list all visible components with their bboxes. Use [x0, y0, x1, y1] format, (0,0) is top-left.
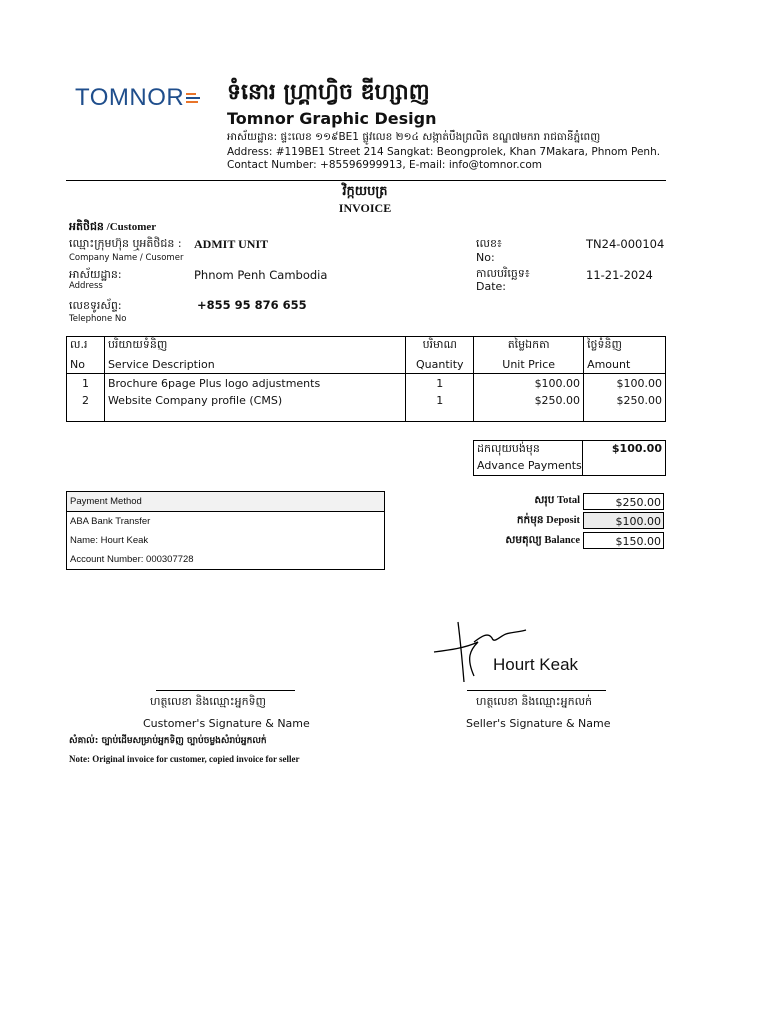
customer-signature-label-km: ហត្ថលេខា និងឈ្មោះអ្នកទិញ: [150, 695, 267, 708]
seller-signature-icon: [430, 618, 540, 688]
payment-method-header: Payment Method: [67, 492, 384, 512]
total-label: សរុប Total: [534, 495, 580, 506]
row-unit-price: $250.00: [474, 393, 584, 422]
customer-address-value: Phnom Penh Cambodia: [194, 268, 328, 282]
invoice-date-value: 11-21-2024: [586, 268, 653, 282]
company-address-km: អាស័យដ្ឋាន: ផ្ទះលេខ ១១៩BE1 ផ្លូវលេខ ២១៤ សង្កាត់បឹងព្រលិត ខណ្ឌ៧មករា រាជធានីភ្នំពេញ: [227, 131, 601, 143]
deposit-label: កក់មុន Deposit: [516, 515, 580, 526]
payment-method-box: [66, 491, 385, 570]
payment-bank: ABA Bank Transfer: [70, 516, 151, 527]
note-km: សំគាល់: ច្បាប់ដើមសម្រាប់អ្នកទិញ ច្បាប់ចម្លងសំរាប់អ្នកលក់: [69, 736, 267, 746]
row-qty: 1: [406, 374, 474, 394]
advance-payment-box: [473, 440, 666, 476]
seller-signature-line: [467, 690, 606, 691]
header-unit-en: Unit Price: [474, 355, 584, 374]
seller-signed-name: Hourt Keak: [493, 655, 579, 674]
table-row: [67, 393, 666, 422]
items-table: [66, 336, 666, 422]
row-amount: $250.00: [584, 393, 666, 422]
advance-value: $100.00: [611, 442, 662, 455]
row-desc: Website Company profile (CMS): [104, 393, 405, 422]
company-contact: Contact Number: +85596999913, E-mail: info@tomnor.com: [227, 159, 542, 171]
header-no-km: ល.រ: [67, 337, 105, 356]
row-unit-price: $100.00: [474, 374, 584, 394]
seller-signature-label-en: Seller's Signature & Name: [466, 717, 611, 730]
deposit-value: $100.00: [583, 512, 664, 529]
logo-text: TOMNOR: [75, 84, 185, 111]
invoice-no-label-en: No:: [476, 251, 495, 264]
company-name-en: Tomnor Graphic Design: [227, 109, 437, 128]
header-desc-km: បរិយាយទំនិញ: [104, 337, 405, 356]
logo-bars-icon: [186, 91, 202, 105]
total-value: $250.00: [583, 493, 664, 510]
table-header-km: [67, 337, 666, 356]
header-amount-en: Amount: [584, 355, 666, 374]
row-amount: $100.00: [584, 374, 666, 394]
invoice-title-km: វិក្កយបត្រ: [342, 184, 388, 199]
row-desc: Brochure 6page Plus logo adjustments: [104, 374, 405, 394]
advance-label-km: ដកលុយបង់មុន: [477, 442, 540, 455]
table-row: [67, 374, 666, 394]
customer-address-label-km: អាស័យដ្ឋាន:: [69, 268, 122, 281]
customer-signature-label-en: Customer's Signature & Name: [143, 717, 310, 730]
header-divider: [66, 180, 666, 181]
company-name-km: ទំនោរ ហ្រ្គាហ្វិច ឌីហ្សាញ: [227, 80, 430, 105]
row-qty: 1: [406, 393, 474, 422]
customer-section-label: អតិថិជន /Customer: [69, 221, 157, 233]
invoice-no-value: TN24-000104: [586, 237, 665, 251]
header-unit-km: តម្លៃឯកតា: [474, 337, 584, 356]
seller-signature-label-km: ហត្ថលេខា និងឈ្មោះអ្នកលក់: [476, 695, 593, 708]
invoice-date-label-en: Date:: [476, 280, 506, 293]
customer-phone-label-km: លេខទូរស័ព្ទ:: [69, 299, 122, 312]
payment-name: Name: Hourt Keak: [70, 535, 149, 546]
company-address-en: Address: #119BE1 Street 214 Sangkat: Beongprolek, Khan 7Makara, Phnom Penh.: [227, 146, 661, 158]
header-qty-km: បរិមាណ: [406, 337, 474, 356]
invoice-date-label-km: កាលបរិច្ឆេទ៖: [476, 267, 530, 280]
row-no: 2: [67, 393, 105, 422]
advance-label-en: Advance Payments: [477, 459, 582, 472]
header-desc-en: Service Description: [104, 355, 405, 374]
customer-signature-line: [156, 690, 295, 691]
customer-name-label-km: ឈ្មោះក្រុមហ៊ុន ឬអតិថិជន :: [69, 237, 182, 250]
header-amount-km: ថ្លៃទំនិញ: [584, 337, 666, 356]
invoice-no-label-km: លេខ៖: [476, 237, 502, 250]
balance-label: សមតុល្យ Balance: [505, 535, 580, 546]
balance-value: $150.00: [583, 532, 664, 549]
row-no: 1: [67, 374, 105, 394]
header-qty-en: Quantity: [406, 355, 474, 374]
customer-address-label-en: Address: [69, 281, 103, 291]
note-en: Note: Original invoice for customer, copied invoice for seller: [69, 754, 300, 764]
customer-name-value: ADMIT UNIT: [194, 237, 269, 251]
header-no-en: No: [67, 355, 105, 374]
table-header-en: [67, 355, 666, 374]
customer-phone-value: +855 95 876 655: [197, 298, 307, 312]
customer-name-label-en: Company Name / Cusomer: [69, 253, 184, 263]
invoice-title-en: INVOICE: [338, 201, 392, 215]
customer-phone-label-en: Telephone No: [69, 314, 127, 324]
company-logo: [75, 84, 202, 112]
payment-account: Account Number: 000307728: [70, 554, 194, 565]
